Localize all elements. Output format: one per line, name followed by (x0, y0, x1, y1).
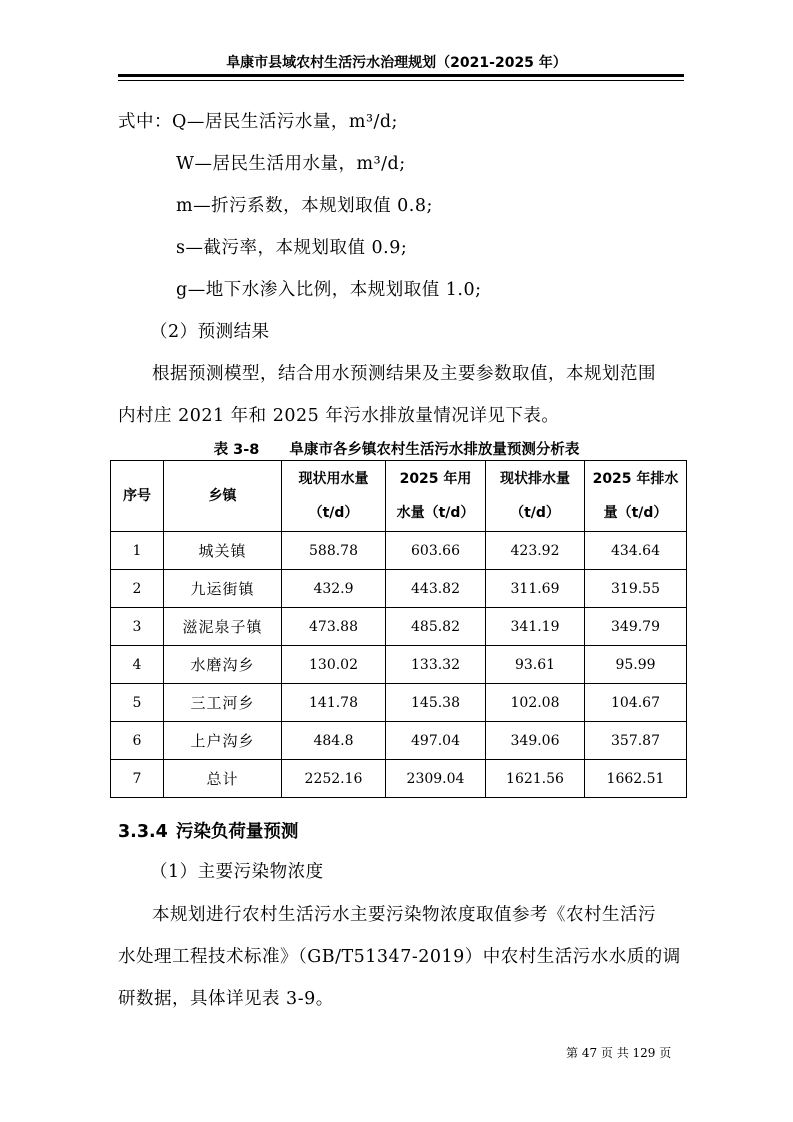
cell-current-water-use: 141.78 (282, 684, 386, 722)
cell-2025-water-use: 2309.04 (386, 760, 486, 798)
cell-2025-discharge: 349.79 (585, 608, 687, 646)
section-number: 3.3.4 (118, 822, 168, 842)
header-cell-2025-discharge: 2025 年排水 量（t/d） (585, 461, 687, 532)
header-cell-index: 序号 (111, 461, 164, 532)
cell-current-water-use: 432.9 (282, 570, 386, 608)
cell-index: 6 (111, 722, 164, 760)
cell-current-water-use: 588.78 (282, 532, 386, 570)
paragraph-2-line-2: 水处理工程技术标准》（GB/T51347-2019）中农村生活污水水质的调 (118, 947, 681, 967)
cell-current-discharge: 1621.56 (486, 760, 585, 798)
header-cell-2025-water-use: 2025 年用 水量（t/d） (386, 461, 486, 532)
table-caption-number: 表 3-8 (213, 442, 260, 458)
table-row (111, 532, 687, 570)
paragraph-1-line-2: 内村庄 2021 年和 2025 年污水排放量情况详见下表。 (118, 406, 560, 426)
table-header-row (111, 461, 687, 532)
cell-town: 三工河乡 (164, 684, 282, 722)
section-title: 污染负荷量预测 (175, 822, 299, 842)
formula-intro: 式中：Q—居民生活污水量，m³/d; (118, 112, 398, 132)
header-cell-town: 乡镇 (164, 461, 282, 532)
table-caption-title: 阜康市各乡镇农村生活污水排放量预测分析表 (289, 442, 580, 458)
cell-current-discharge: 311.69 (486, 570, 585, 608)
definition-g: g—地下水渗入比例，本规划取值 1.0; (176, 280, 482, 300)
cell-town: 九运街镇 (164, 570, 282, 608)
cell-town: 总计 (164, 760, 282, 798)
table-caption (0, 438, 793, 459)
cell-current-discharge: 102.08 (486, 684, 585, 722)
cell-2025-water-use: 603.66 (386, 532, 486, 570)
cell-2025-discharge: 357.87 (585, 722, 687, 760)
paragraph-2-line-3: 研数据，具体详见表 3-9。 (118, 989, 334, 1009)
subheading-pollutant-concentration: （1）主要污染物浓度 (150, 862, 324, 882)
cell-current-water-use: 2252.16 (282, 760, 386, 798)
cell-town: 滋泥泉子镇 (164, 608, 282, 646)
table-row (111, 684, 687, 722)
header-cell-current-discharge: 现状排水量 （t/d） (486, 461, 585, 532)
cell-index: 4 (111, 646, 164, 684)
table-row (111, 722, 687, 760)
cell-current-water-use: 484.8 (282, 722, 386, 760)
cell-current-water-use: 473.88 (282, 608, 386, 646)
header-rule-thick (118, 74, 684, 77)
cell-2025-discharge: 95.99 (585, 646, 687, 684)
document-header-title: 阜康市县域农村生活污水治理规划（2021-2025 年） (226, 55, 567, 71)
cell-2025-water-use: 497.04 (386, 722, 486, 760)
cell-current-discharge: 423.92 (486, 532, 585, 570)
cell-current-discharge: 341.19 (486, 608, 585, 646)
cell-2025-discharge: 1662.51 (585, 760, 687, 798)
cell-index: 7 (111, 760, 164, 798)
cell-index: 1 (111, 532, 164, 570)
definition-m: m—折污系数，本规划取值 0.8; (176, 196, 433, 216)
section-heading (118, 818, 298, 843)
paragraph-1-line-1: 根据预测模型，结合用水预测结果及主要参数取值，本规划范围 (152, 364, 656, 384)
discharge-forecast-table (110, 460, 687, 798)
cell-current-water-use: 130.02 (282, 646, 386, 684)
cell-2025-discharge: 104.67 (585, 684, 687, 722)
cell-current-discharge: 349.06 (486, 722, 585, 760)
cell-index: 3 (111, 608, 164, 646)
paragraph-2-line-1: 本规划进行农村生活污水主要污染物浓度取值参考《农村生活污 (152, 905, 656, 925)
definition-w: W—居民生活用水量，m³/d; (176, 154, 406, 174)
cell-town: 城关镇 (164, 532, 282, 570)
table-row-total (111, 760, 687, 798)
cell-2025-water-use: 443.82 (386, 570, 486, 608)
page-number: 第 47 页 共 129 页 (566, 1046, 672, 1060)
header-cell-current-water-use: 现状用水量 （t/d） (282, 461, 386, 532)
cell-2025-water-use: 145.38 (386, 684, 486, 722)
cell-2025-water-use: 133.32 (386, 646, 486, 684)
table-row (111, 646, 687, 684)
table-row (111, 608, 687, 646)
cell-index: 5 (111, 684, 164, 722)
cell-town: 上户沟乡 (164, 722, 282, 760)
cell-2025-discharge: 319.55 (585, 570, 687, 608)
cell-current-discharge: 93.61 (486, 646, 585, 684)
cell-index: 2 (111, 570, 164, 608)
table-row (111, 570, 687, 608)
subheading-prediction-result: （2）预测结果 (150, 322, 270, 342)
header-rule-thin (118, 80, 684, 81)
cell-2025-discharge: 434.64 (585, 532, 687, 570)
cell-town: 水磨沟乡 (164, 646, 282, 684)
cell-2025-water-use: 485.82 (386, 608, 486, 646)
definition-s: s—截污率，本规划取值 0.9; (176, 238, 408, 258)
